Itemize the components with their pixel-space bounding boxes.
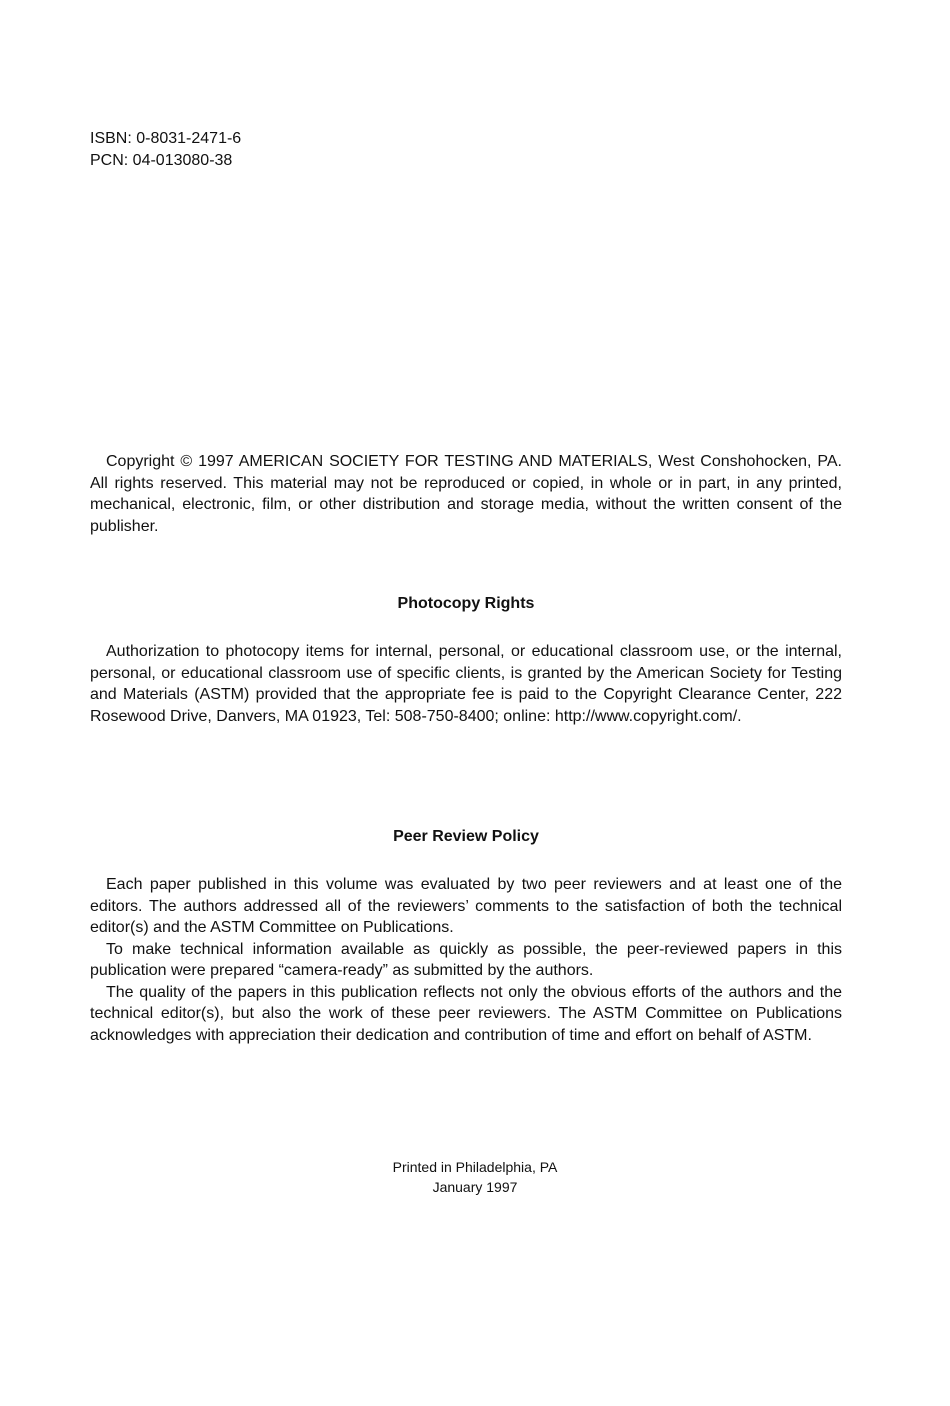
publication-identifiers — [90, 128, 241, 172]
peer-review-paragraph: The quality of the papers in this publication reflects not only the obvious efforts of the authors and the technical editor(s), but also the work of these peer reviewers. The ASTM Committee on Publications acknowledges with appreciation their dedication and contribution of time and effort on behalf of ASTM. — [90, 983, 842, 1044]
copyright-text: Copyright © 1997 AMERICAN SOCIETY FOR TESTING AND MATERIALS, West Conshohocken, PA. All rights reserved. This material may not be reproduced or copied, in whole or in part, in any printed, mechanical, electronic, film, or other distribution and storage media, without the written consent of the publisher. — [90, 453, 842, 535]
pcn-number: PCN: 04-013080-38 — [90, 152, 233, 169]
isbn-number: ISBN: 0-8031-2471-6 — [90, 130, 242, 147]
copyright-notice — [90, 451, 842, 537]
photocopy-rights-text: Authorization to photocopy items for internal, personal, or educational classroom use, or the internal, personal, or educational classroom use of specific clients, is granted by the American Society for Testing and Materials (ASTM) provided that the appropriate fee is paid to the Copyright Clearance Center, 222 Rosewood Drive, Danvers, MA 01923, Tel: 508-750-8400; online: http://www.copyright.com/. — [90, 643, 842, 725]
printing-information — [0, 1157, 950, 1197]
printing-location: Printed in Philadelphia, PA — [392, 1159, 558, 1175]
peer-review-policy-heading: Peer Review Policy — [393, 828, 539, 845]
photocopy-rights-heading: Photocopy Rights — [397, 595, 535, 612]
peer-review-paragraph: To make technical information available as quickly as possible, the peer-reviewed papers in this publication were prepared “camera-ready” as submitted by the authors. — [90, 940, 842, 979]
photocopy-rights-section — [90, 594, 842, 727]
peer-review-policy-section — [90, 827, 842, 1046]
printing-date: January 1997 — [432, 1179, 518, 1195]
peer-review-paragraph: Each paper published in this volume was evaluated by two peer reviewers and at least one of the editors. The authors addressed all of the reviewers’ comments to the satisfaction of both the technical editor(s) and the ASTM Committee on Publications. — [90, 876, 842, 936]
